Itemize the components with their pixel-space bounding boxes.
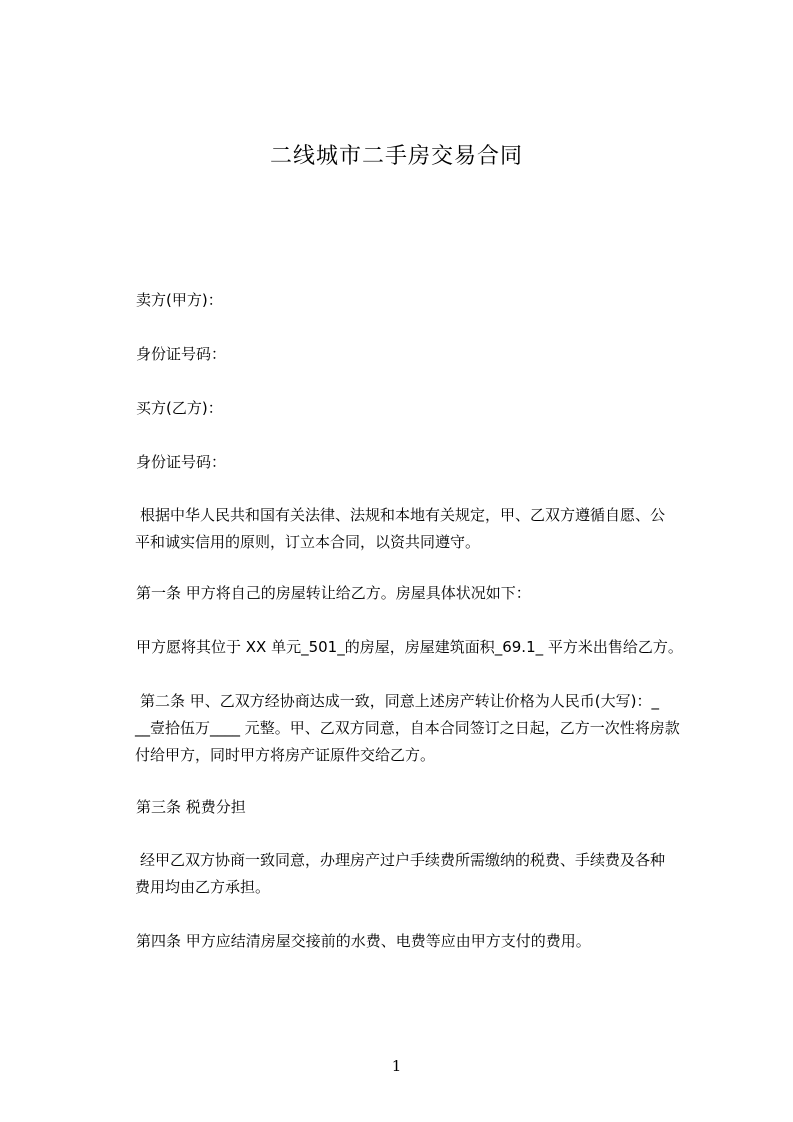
article-1-body: 甲方愿将其位于 XX 单元_501_的房屋，房屋建筑面积_69.1_ 平方米出售给乙方。 — [136, 638, 683, 656]
article-4: 第四条 甲方应结清房屋交接前的水费、电费等应由甲方支付的费用。 — [136, 932, 591, 950]
article-3-paragraph — [136, 847, 714, 901]
article-2-line-3: 付给甲方，同时甲方将房产证原件交给乙方。 — [135, 746, 436, 764]
seller-label: 卖方(甲方)： — [136, 291, 223, 309]
article-2-paragraph — [136, 688, 714, 769]
document-title: 二线城市二手房交易合同 — [269, 144, 523, 169]
preamble-paragraph — [136, 502, 714, 556]
article-3-line-1: 经甲乙双方协商一致同意，办理房产过户手续费所需缴纳的税费、手续费及各种 — [140, 851, 666, 869]
preamble-line-1: 根据中华人民共和国有关法律、法规和本地有关规定，甲、乙双方遵循自愿、公 — [140, 506, 666, 524]
page-number: 1 — [391, 1057, 402, 1075]
article-3-heading: 第三条 税费分担 — [136, 798, 246, 816]
preamble-line-2: 平和诚实信用的原则，订立本合同，以资共同遵守。 — [135, 533, 481, 551]
article-3-line-2: 费用均由乙方承担。 — [135, 878, 271, 896]
seller-id-label: 身份证号码： — [136, 345, 227, 363]
buyer-label: 买方(乙方)： — [136, 399, 223, 417]
article-1-heading: 第一条 甲方将自己的房屋转让给乙方。房屋具体状况如下： — [136, 584, 531, 602]
article-2-line-2: __壹拾伍万____ 元整。甲、乙双方同意，自本合同签订之日起，乙方一次性将房款 — [135, 719, 680, 737]
buyer-id-label: 身份证号码： — [136, 453, 227, 471]
article-2-line-1: 第二条 甲、乙双方经协商达成一致，同意上述房产转让价格为人民币(大写)：_ — [140, 692, 659, 710]
